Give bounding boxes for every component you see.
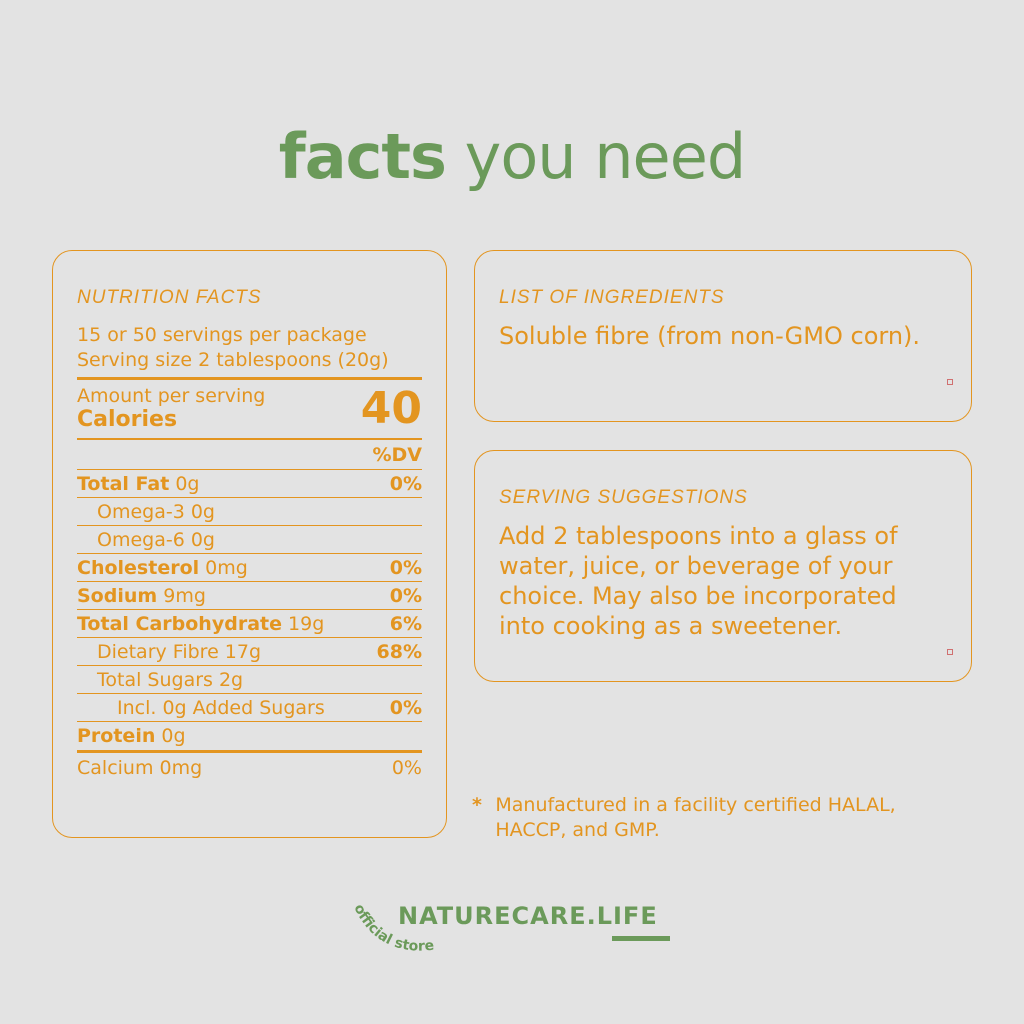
nutrient-name: Sodium (77, 584, 158, 607)
dv-header-row (77, 440, 422, 470)
nutrient-label: Incl. 0g Added Sugars (117, 696, 325, 719)
official-store-text: official store (350, 901, 435, 955)
nutrient-row-total-sugars (77, 666, 422, 694)
nutrition-facts-card (52, 250, 447, 838)
nutrient-label (77, 557, 248, 579)
nutrient-dv: 0% (389, 584, 422, 607)
suggestions-heading: SERVING SUGGESTIONS (499, 487, 748, 508)
brand-logo: NATURECARE.LIFE (398, 902, 658, 930)
title-rest: you need (464, 120, 746, 193)
nutrient-amount: 0g (155, 725, 186, 747)
nutrient-label (77, 473, 200, 495)
ingredients-heading: LIST OF INGREDIENTS (499, 287, 725, 308)
nutrient-row-cholesterol (77, 554, 422, 582)
nutrient-label: Dietary Fibre 17g (97, 640, 262, 663)
nutrient-row-dietary-fibre (77, 638, 422, 666)
nutrient-row-protein (77, 722, 422, 750)
nutrient-name: Total Carbohydrate (77, 612, 282, 635)
nutrient-row-omega-6 (77, 526, 422, 554)
brand-underline (612, 936, 670, 941)
ingredients-card (474, 250, 972, 422)
nutrient-amount: 0mg (199, 556, 248, 579)
amount-per-serving-label: Amount per serving (77, 385, 266, 407)
nutrient-label: Omega-3 0g (97, 500, 215, 523)
nutrient-amount: 0g (169, 472, 200, 495)
nutrient-dv: 0% (391, 756, 422, 779)
nutrient-row-sodium (77, 582, 422, 610)
serving-suggestions-card (474, 450, 972, 682)
nutrient-row-omega-3 (77, 498, 422, 526)
asterisk-icon: * (472, 794, 482, 816)
nutrient-row-total-carbohydrate (77, 610, 422, 638)
text-cursor-mark (947, 379, 953, 385)
nutrient-label (77, 585, 206, 607)
nutrition-heading: NUTRITION FACTS (77, 287, 262, 308)
footnote-text: Manufactured in a facility certified HALAL, HACCP, and GMP. (495, 794, 896, 841)
nutrient-dv: 68% (376, 640, 422, 663)
nutrient-amount: 9mg (157, 584, 206, 607)
nutrient-label: Omega-6 0g (97, 528, 215, 551)
page-title (0, 120, 1024, 193)
nutrient-dv: 0% (389, 472, 422, 495)
calories-row (77, 380, 422, 438)
nutrient-row-total-fat (77, 470, 422, 498)
suggestions-text: Add 2 tablespoons into a glass of water, juice, or beverage of your choice. May also be incorporated into cooking as a sweetener. (499, 522, 898, 640)
nutrient-label (77, 613, 324, 635)
servings-info (77, 323, 422, 373)
text-cursor-mark (947, 649, 953, 655)
nutrient-label: Total Sugars 2g (97, 668, 244, 691)
manufacturing-footnote (472, 793, 972, 843)
nutrient-name: Protein (77, 725, 156, 747)
dv-header: %DV (372, 443, 422, 466)
nutrient-dv: 6% (389, 612, 422, 635)
nutrient-dv: 0% (389, 556, 422, 579)
nutrient-label: Calcium 0mg (77, 756, 203, 779)
calories-value: 40 (360, 383, 422, 434)
serving-size: Serving size 2 tablespoons (20g) (77, 349, 389, 371)
nutrient-label (77, 725, 186, 747)
servings-per-package: 15 or 50 servings per package (77, 324, 367, 346)
nutrient-name: Cholesterol (77, 556, 200, 579)
nutrient-amount: 19g (281, 612, 325, 635)
nutrient-dv: 0% (389, 696, 422, 719)
title-bold: facts (278, 120, 446, 193)
ingredients-text: Soluble fibre (from non-GMO corn). (499, 322, 921, 350)
calories-label-block (77, 384, 265, 432)
nutrient-row-added-sugars (77, 694, 422, 722)
nutrient-name: Total Fat (77, 472, 170, 495)
nutrient-row-calcium (77, 750, 422, 782)
calories-label: Calories (77, 407, 178, 432)
